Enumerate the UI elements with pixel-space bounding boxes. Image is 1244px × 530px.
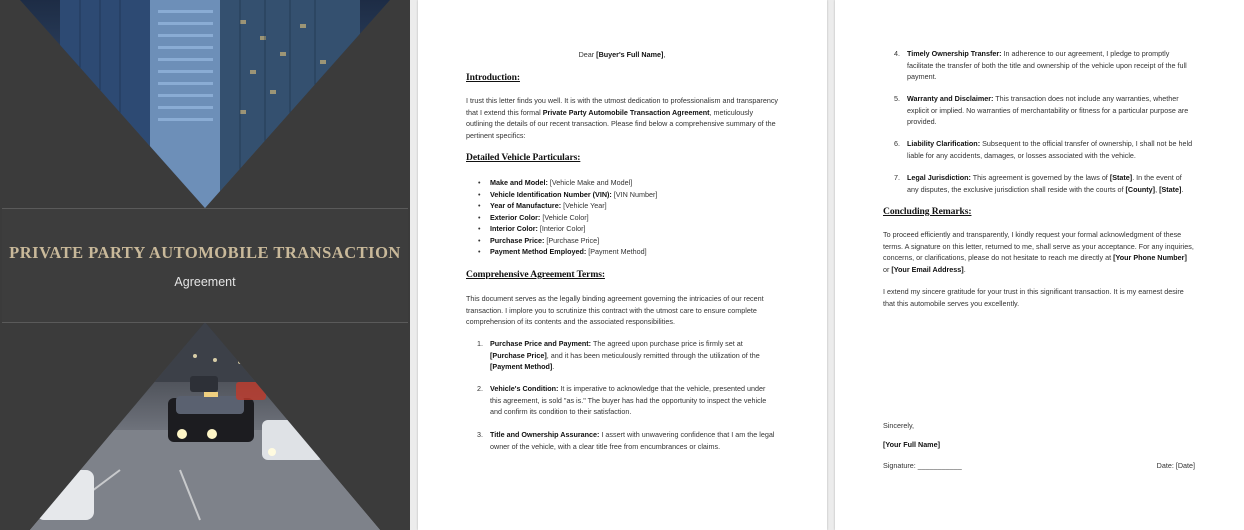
letter-page-1 — [418, 0, 827, 530]
gratitude-paragraph: I extend my sincere gratitude for your trust in this significant transaction. It is my earnest desire that this automobile serves you excellently. — [883, 287, 1184, 308]
term-item: 7. Legal Jurisdiction: This agreement is governed by the laws of [State]. In the event of any disputes, the exclusive jurisdiction shall reside with the courts of [County], [State]. — [894, 173, 1184, 194]
sender-name: [Your Full Name] — [883, 440, 940, 449]
street-photo — [0, 320, 410, 530]
terms-heading: Comprehensive Agreement Terms: — [466, 269, 605, 280]
salutation: Dear [Buyer's Full Name], — [578, 50, 666, 59]
signature-line — [883, 460, 1195, 472]
term-item: 5. Warranty and Disclaimer: This transaction does not include any warranties, whether explicit or implied. No warranties of merchantability or fitness for a particular purpose are provided. — [894, 94, 1189, 126]
list-item: • Exterior Color: [Vehicle Color] — [466, 212, 778, 224]
term-item: 2. Vehicle's Condition: It is imperative to acknowledge that the vehicle, presented under this agreement, is sold "as is." The buyer has had the opportunity to inspect the vehicle and confirm its condition to their satisfaction. — [477, 384, 767, 416]
list-item: • Year of Manufacture: [Vehicle Year] — [466, 200, 778, 212]
term-item: 3. Title and Ownership Assurance: I assert with unwavering confidence that I am the legal owner of the vehicle, with a clear title free from encumbrances or claims. — [477, 430, 775, 451]
cover-subtitle: Agreement — [174, 275, 236, 289]
list-item: • Payment Method Employed: [Payment Method] — [466, 246, 778, 258]
terms-intro: This document serves as the legally binding agreement governing the intricacies of our recent transaction. I implore you to scrutinize this contract with the utmost care to ensure complete comprehension of its contents and the associated responsibilities. — [466, 294, 764, 326]
date-field: Date: [Date] — [1156, 461, 1195, 470]
cover-title: PRIVATE PARTY AUTOMOBILE TRANSACTION — [9, 243, 401, 262]
letter-page-2 — [835, 0, 1244, 530]
concluding-paragraph: To proceed efficiently and transparently, I kindly request your formal acknowledgment of these terms. A signature on this letter, returned to me, shall serve as your acceptance. For any inquiries, concerns, or clarifications, please do not hesitate to reach me directly at [Your Phone Number] or [Your Email Address]. — [883, 230, 1194, 274]
introduction-paragraph: I trust this letter finds you well. It is with the utmost dedication to professionalism and transparency that I extend this formal Private Party Automobile Transaction Agreement, meticulously outlining the details of our recent transaction. Please find below a comprehensive summary of the pertinent specifics: — [466, 96, 779, 140]
signature-field: Signature: ___________ — [883, 461, 962, 470]
term-item: 1. Purchase Price and Payment: The agreed upon purchase price is firmly set at [Purchase Price], and it has been meticulously remitted through the utilization of the [Payment Method]. — [477, 339, 760, 371]
list-item: • Interior Color: [Interior Color] — [466, 223, 778, 235]
sincerely-text: Sincerely, — [883, 421, 915, 430]
concluding-heading: Concluding Remarks: — [883, 206, 972, 217]
vehicle-heading: Detailed Vehicle Particulars: — [466, 152, 581, 163]
list-item: • Vehicle Identification Number (VIN): [VIN Number] — [466, 189, 778, 201]
cover-title-band — [2, 208, 408, 323]
list-item: • Purchase Price: [Purchase Price] — [466, 235, 778, 247]
cover-page — [0, 0, 410, 530]
list-item: • Make and Model: [Vehicle Make and Model] — [466, 177, 778, 189]
term-item: 6. Liability Clarification: Subsequent to the official transfer of ownership, I shall not be held liable for any accidents, damages, or losses associated with the vehicle. — [894, 139, 1193, 160]
building-photo — [0, 0, 410, 210]
introduction-heading: Introduction: — [466, 72, 520, 83]
term-item: 4. Timely Ownership Transfer: In adherence to our agreement, I pledge to promptly facilitate the transfer of both the title and ownership of the vehicle upon receipt of the full payment. — [894, 49, 1187, 81]
vehicle-details-list — [466, 177, 778, 258]
